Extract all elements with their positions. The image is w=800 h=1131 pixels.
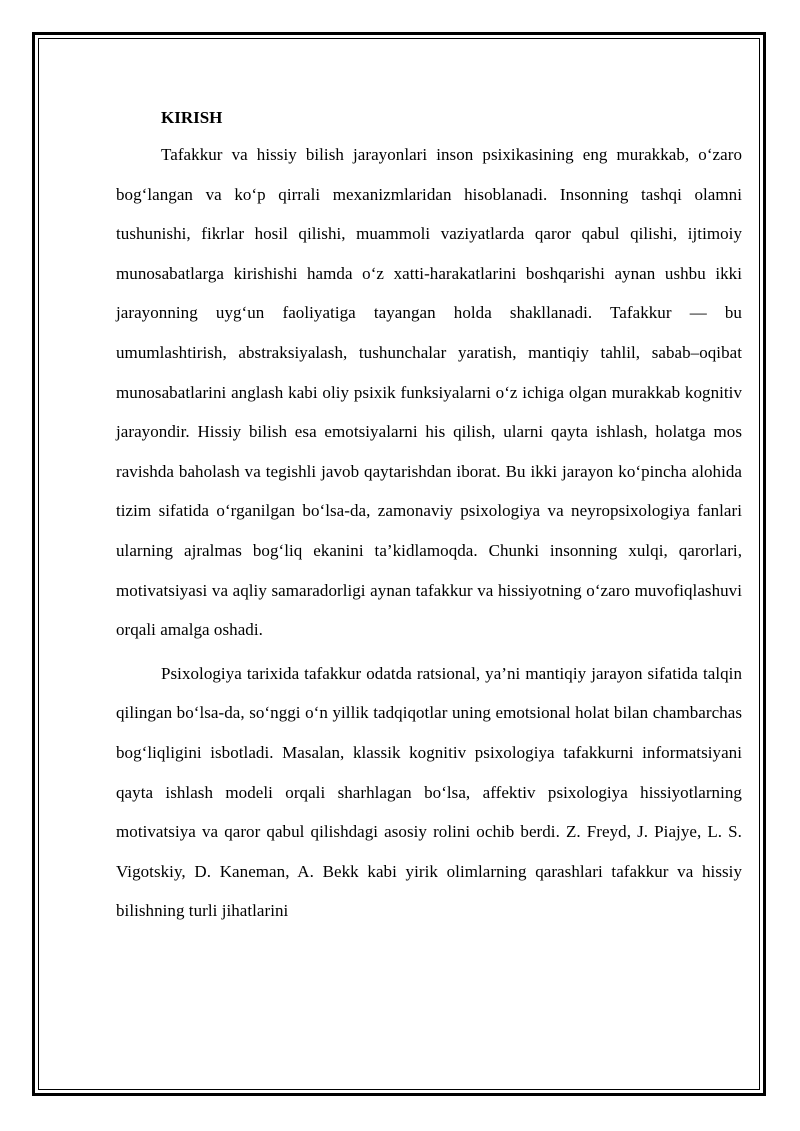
section-heading: KIRISH — [161, 108, 223, 127]
document-body — [116, 100, 742, 931]
paragraph-1: Tafakkur va hissiy bilish jarayonlari inson psixikasining eng murakkab, o‘zaro bog‘langan va ko‘p qirrali mexanizmlaridan hisoblanadi. Insonning tashqi olamni tushunishi, fikrlar hosil qilishi, muammoli vaziyatlarda qaror qabul qilishi, ijtimoiy munosabatlarga kirishishi hamda o‘z xatti-harakatlarini boshqarishi aynan ushbu ikki jarayonning uyg‘un faoliyatiga tayangan holda shakllanadi. Tafakkur — bu umumlashtirish, abstraksiyalash, tushunchalar yaratish, mantiqiy tahlil, sabab–oqibat munosabatlarini anglash kabi oliy psixik funksiyalarni o‘z ichiga olgan murakkab kognitiv jarayondir. Hissiy bilish esa emotsiyalarni his qilish, ularni qayta ishlash, holatga mos ravishda baholash va tegishli javob qaytarishdan iborat. Bu ikki jarayon ko‘pincha alohida tizim sifatida o‘rganilgan bo‘lsa-da, zamonaviy psixologiya va neyropsixologiya fanlari ularning ajralmas bog‘liq ekanini ta’kidlamoqda. Chunki insonning xulqi, qarorlari, motivatsiyasi va aqliy samaradorligi aynan tafakkur va hissiyotning o‘zaro muvofiqlashuvi orqali amalga oshadi. — [116, 145, 742, 640]
paragraph-2: Psixologiya tarixida tafakkur odatda ratsional, ya’ni mantiqiy jarayon sifatida talqin qilingan bo‘lsa-da, so‘nggi o‘n yillik tadqiqotlar uning emotsional holat bilan chambarchas bog‘liqligini isbotladi. Masalan, klassik kognitiv psixologiya tafakkurni informatsiyani qayta ishlash modeli orqali sharhlagan bo‘lsa, affektiv psixologiya hissiyotlarning motivatsiya va qaror qabul qilishdagi asosiy rolini ochib berdi. Z. Freyd, J. Piajye, L. S. Vigotskiy, D. Kaneman, A. Bekk kabi yirik olimlarning qarashlari tafakkur va hissiy bilishning turli jihatlarini — [116, 663, 742, 921]
